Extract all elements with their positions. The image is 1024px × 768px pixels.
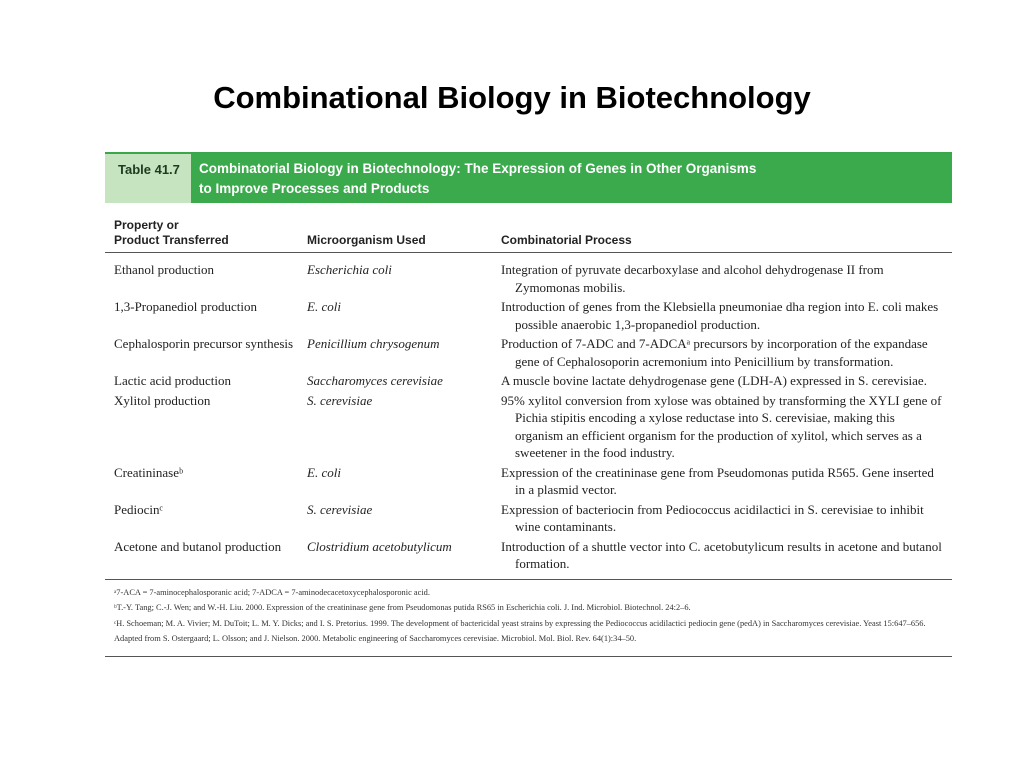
table-body	[105, 253, 952, 573]
table-row	[105, 372, 952, 390]
cell-organism: E. coli	[307, 464, 341, 480]
cell-property: Pediocinᶜ	[114, 501, 163, 517]
cell-process: 95% xylitol conversion from xylose was obtained by transforming the XYLI gene of Pichia stipitis encoding a xylose reductase into S. cerevisiae, making this organism an efficient organism for the production of xylitol, which serves as a sweetener in the food industry.	[501, 392, 942, 460]
cell-property: Lactic acid production	[114, 373, 231, 388]
table-row	[105, 538, 952, 573]
table-row	[105, 298, 952, 333]
footnote: Adapted from S. Ostergaard; L. Olsson; and J. Nielson. 2000. Metabolic engineering of Saccharomyces cerevisiae. Microbiol. Mol. Biol. Rev. 64(1):34–50.	[114, 634, 637, 643]
header-property-line-1: Property or	[114, 218, 179, 232]
table-row	[105, 392, 952, 462]
footnote: ᵇT.-Y. Tang; C.-J. Wen; and W.-H. Liu. 2000. Expression of the creatininase gene from Pseudomonas putida RS65 in Escherichia coli. J. Ind. Microbiol. Biotechnol. 24:2–6.	[114, 603, 691, 612]
cell-process: Introduction of genes from the Klebsiella pneumoniae dha region into E. coli makes possible anaerobic 1,3-propanediol production.	[501, 299, 939, 332]
table-row	[105, 335, 952, 370]
table-row	[105, 464, 952, 499]
table-header-bar	[105, 152, 952, 203]
header-property-line-2: Product Transferred	[114, 233, 229, 247]
table-footnotes	[105, 579, 952, 657]
cell-process: Integration of pyruvate decarboxylase and alcohol dehydrogenase II from Zymomonas mobilis.	[501, 262, 884, 295]
cell-property: Xylitol production	[114, 392, 211, 408]
cell-organism: S. cerevisiae	[307, 392, 373, 408]
cell-organism: S. cerevisiae	[307, 501, 373, 517]
table-41-7	[105, 152, 952, 657]
table-row	[105, 501, 952, 536]
cell-property: Cephalosporin precursor synthesis	[114, 336, 294, 351]
cell-organism: Saccharomyces cerevisiae	[307, 373, 443, 388]
cell-property: Ethanol production	[114, 262, 215, 277]
cell-process: Expression of bacteriocin from Pediococcus acidilactici in S. cerevisiae to inhibit wine contaminants.	[501, 501, 924, 534]
caption-line-2: to Improve Processes and Products	[199, 181, 430, 196]
cell-process: Production of 7-ADC and 7-ADCAᵃ precursors by incorporation of the expandase gene of Cephalosoporin acremonium into Penicillium by transformation.	[501, 336, 928, 369]
cell-organism: Escherichia coli	[307, 262, 392, 277]
header-organism: Microorganism Used	[307, 233, 426, 247]
cell-property: Creatininaseᵇ	[114, 464, 183, 480]
caption-line-1: Combinatorial Biology in Biotechnology: The Expression of Genes in Other Organisms	[199, 161, 757, 176]
cell-organism: Penicillium chrysogenum	[307, 336, 440, 351]
slide-title: Combinational Biology in Biotechnology	[213, 80, 811, 115]
table-number: Table 41.7	[105, 154, 191, 203]
table-row	[105, 261, 952, 296]
header-property	[105, 210, 306, 252]
table-caption	[191, 154, 952, 203]
cell-process: A muscle bovine lactate dehydrogenase gene (LDH-A) expressed in S. cerevisiae.	[501, 373, 927, 388]
cell-property: Acetone and butanol production	[114, 538, 282, 554]
cell-property: 1,3-Propanediol production	[114, 299, 257, 314]
header-process: Combinatorial Process	[501, 233, 632, 247]
footnote: ᵃ7-ACA = 7-aminocephalosporanic acid; 7-ADCA = 7-aminodecacetoxycephalosporonic acid.	[114, 587, 430, 597]
cell-organism: E. coli	[307, 299, 341, 314]
cell-organism: Clostridium acetobutylicum	[307, 538, 452, 554]
cell-process: Expression of the creatininase gene from Pseudomonas putida R565. Gene inserted in a plasmid vector.	[501, 464, 934, 497]
cell-process: Introduction of a shuttle vector into C. acetobutylicum results in acetone and butanol formation.	[501, 538, 942, 571]
footnote: ᶜH. Schoeman; M. A. Vivier; M. DuToit; L. M. Y. Dicks; and I. S. Pretorius. 1999. The development of bactericidal yeast strains by expressing the Pediococcus acidilactici pediocin gene (pedA) in Saccharomyces cerevisiae. Yeast 15:647–656.	[114, 618, 926, 628]
column-headers	[105, 210, 952, 253]
